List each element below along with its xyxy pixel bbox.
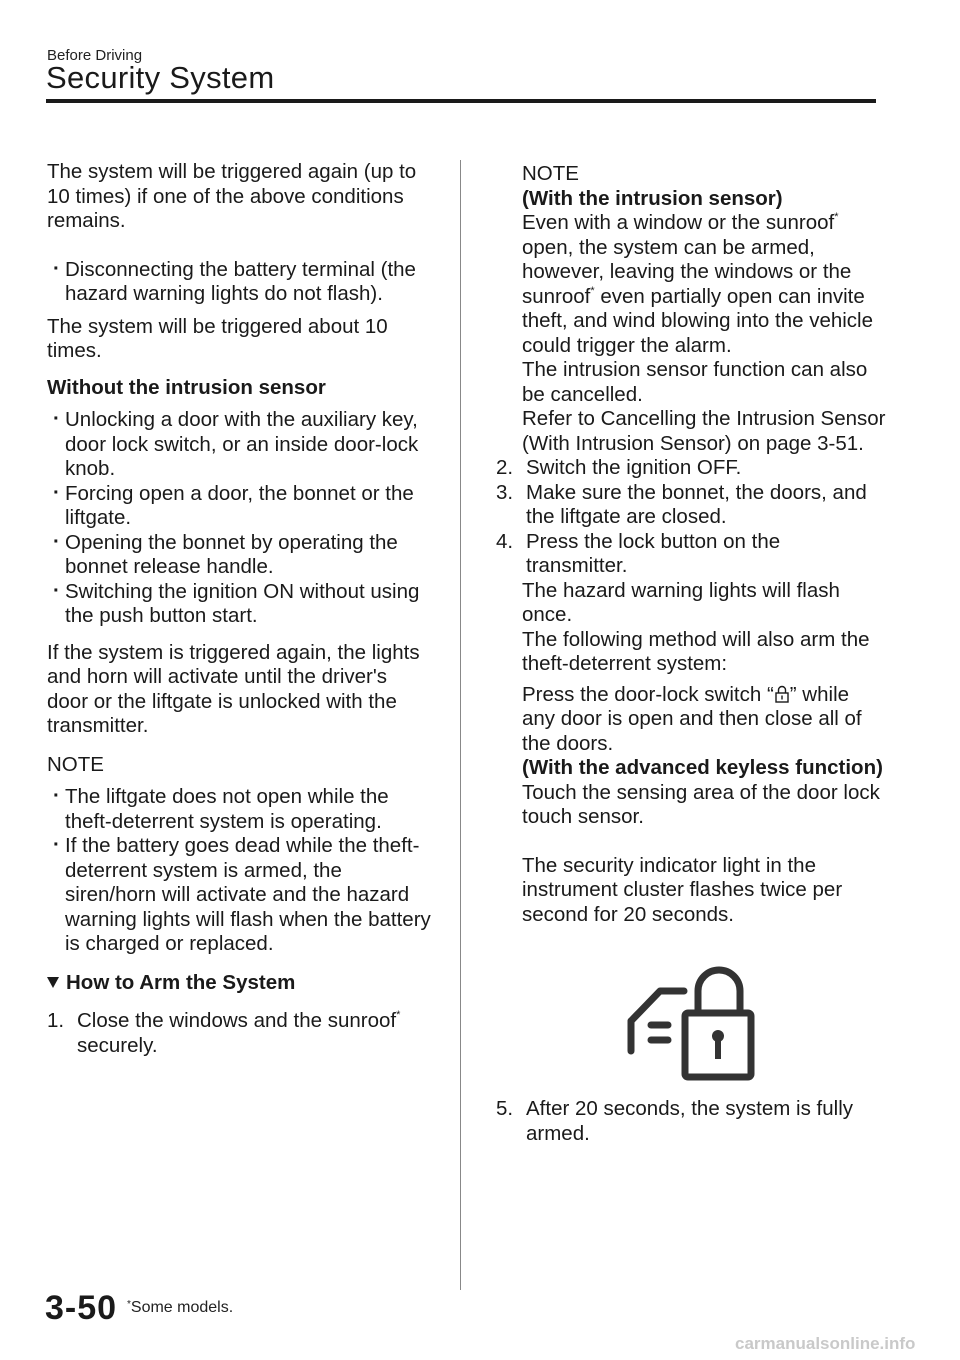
step-2 bbox=[496, 456, 886, 481]
right-column bbox=[496, 162, 886, 1146]
retrigger-paragraph: If the system is triggered again, the lights and horn will activate until the driver's door or the liftgate is unlocked with the transmitter. bbox=[47, 640, 420, 737]
list-item: · Disconnecting the battery terminal (the hazard warning lights do not flash). bbox=[47, 258, 432, 307]
note-subheading: (With the intrusion sensor) bbox=[522, 186, 783, 210]
list-item: · The liftgate does not open while the theft-deterrent system is operating. bbox=[47, 785, 432, 834]
step-detail: The following method will also arm the theft-deterrent system: bbox=[522, 627, 870, 675]
step-5 bbox=[496, 1097, 886, 1146]
list-item: · Opening the bonnet by operating the bonnet release handle. bbox=[47, 531, 432, 580]
list-item: · Switching the ignition ON without using the push button start. bbox=[47, 580, 432, 629]
asterisk-mark: * bbox=[834, 211, 839, 223]
step-number: 1. bbox=[47, 1009, 65, 1032]
header-rule bbox=[46, 99, 876, 103]
step-4-details bbox=[496, 579, 886, 928]
note-bullet-list bbox=[47, 785, 432, 957]
list-item: · Unlocking a door with the auxiliary key, door lock switch, or an inside door-lock knob. bbox=[47, 408, 432, 482]
step-text: Switch the ignition OFF. bbox=[526, 456, 742, 479]
left-column bbox=[47, 160, 432, 1058]
column-divider bbox=[460, 160, 461, 1290]
step-number: 3. bbox=[496, 480, 514, 504]
step-number: 5. bbox=[496, 1097, 514, 1120]
step-detail: The hazard warning lights will flash once. bbox=[522, 578, 840, 626]
step-number: 2. bbox=[496, 456, 514, 479]
note-paragraph: The intrusion sensor function can also be cancelled. bbox=[522, 358, 868, 406]
page-number: 3-50 bbox=[45, 1289, 118, 1327]
intro-paragraph: The system will be triggered again (up to 10 times) if one of the above conditions remains. bbox=[47, 160, 417, 232]
triangle-down-icon bbox=[47, 977, 59, 988]
step-detail: Touch the sensing area of the door lock touch sensor. bbox=[522, 780, 880, 828]
footnote: *Some models. bbox=[127, 1299, 234, 1316]
step-3 bbox=[496, 481, 886, 530]
list-item: · Forcing open a door, the bonnet or the liftgate. bbox=[47, 482, 432, 531]
trigger-bullet-list bbox=[47, 408, 432, 629]
note-label: NOTE bbox=[522, 162, 579, 185]
header-section: Before Driving bbox=[47, 47, 143, 64]
step-text: Make sure the bonnet, the doors, and the liftgate are closed. bbox=[526, 480, 867, 528]
step-4 bbox=[496, 530, 886, 579]
page-title: Security System bbox=[46, 60, 275, 95]
step-detail: Press the door-lock switch “ ” while any door is open and then close all of the doors. bbox=[522, 682, 862, 755]
note-paragraph: Even with a window or the sunroof* open, the system can be armed, however, leaving the windows or the sunroof* even partially open can invite theft, and wind blowing into the vehicle could trigger the alarm. bbox=[522, 211, 874, 357]
step-1 bbox=[47, 1009, 432, 1058]
note-label: NOTE bbox=[47, 752, 104, 776]
triggered-paragraph: The system will be triggered about 10 times. bbox=[47, 314, 388, 362]
list-item: · If the battery goes dead while the theft-deterrent system is armed, the siren/horn will activate and the hazard warning lights will flash when the battery is charged or replaced. bbox=[47, 834, 432, 957]
watermark: carmanualsonline.info bbox=[735, 1334, 916, 1353]
keyless-subheading: (With the advanced keyless function) bbox=[522, 756, 883, 779]
step-text: After 20 seconds, the system is fully armed. bbox=[526, 1097, 853, 1145]
security-indicator-icon bbox=[622, 965, 758, 1083]
note-block bbox=[496, 162, 886, 456]
asterisk-mark: * bbox=[590, 284, 595, 297]
asterisk-mark: * bbox=[396, 1009, 401, 1021]
section-heading-text: How to Arm the System bbox=[66, 970, 296, 994]
step-number: 4. bbox=[496, 529, 514, 553]
step-detail: The security indicator light in the instrument cluster flashes twice per second for 20 seconds. bbox=[522, 853, 843, 926]
battery-bullet-list bbox=[47, 258, 432, 307]
section-heading bbox=[47, 971, 432, 996]
note-paragraph: Refer to Cancelling the Intrusion Sensor (With Intrusion Sensor) on page 3-51. bbox=[522, 407, 886, 455]
step-text: Close the windows and the sunroof* securely. bbox=[77, 1009, 401, 1057]
step-text: Press the lock button on the transmitter. bbox=[526, 529, 781, 577]
asterisk-mark: * bbox=[127, 1299, 131, 1310]
door-lock-switch-icon bbox=[775, 685, 789, 703]
subheading-without-sensor: Without the intrusion sensor bbox=[47, 375, 326, 399]
